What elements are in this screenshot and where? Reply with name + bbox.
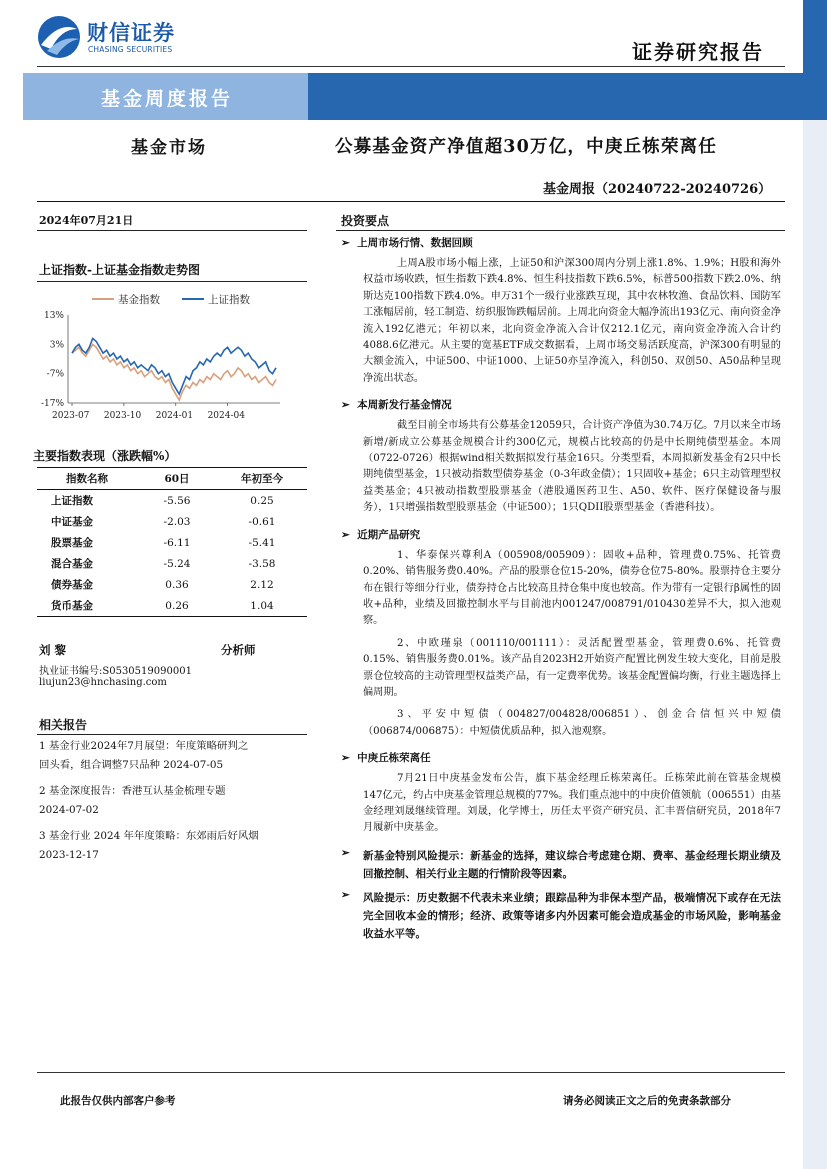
analyst-role: 分析师 <box>221 643 256 657</box>
table-row <box>37 595 307 617</box>
cell-ytd: 2.12 <box>250 578 274 591</box>
related-item-line: 2024-07-02 <box>39 804 99 817</box>
related-item-line: 2 基金深度报告：香港互认基金梳理专题 <box>39 784 226 797</box>
analyst-email: liujun23@hnchasing.com <box>39 677 167 688</box>
table-row <box>37 532 307 553</box>
col-header-60d: 60日 <box>164 473 190 485</box>
series-line-2 <box>72 339 276 395</box>
related-item-1[interactable] <box>39 737 307 776</box>
x-tick-label: 2023-10 <box>103 411 142 421</box>
cell-60d: -5.24 <box>163 557 191 570</box>
y-tick-label: -17% <box>40 399 64 409</box>
subtitle: 基金周报（20240722-20240726） <box>543 182 772 197</box>
cell-name: 中证基金 <box>51 516 93 528</box>
risk-new-fund <box>341 847 781 883</box>
related-item-line: 2023-12-17 <box>39 849 99 862</box>
risk-new-fund-text: 新基金特别风险提示：新基金的选择，建议综合考虑建仓期、费率、基金经理长期业绩及回撤控制、相关行业主题的行情阶段等因素。 <box>363 849 781 880</box>
highlights-body <box>341 235 781 943</box>
cell-60d: -2.03 <box>163 515 191 528</box>
title-rule <box>37 201 785 202</box>
footer-right: 请务必阅读正文之后的免责条款部分 <box>563 1095 731 1107</box>
cell-name: 债券基金 <box>51 579 93 591</box>
logo-en: CHASING SECURITIES <box>88 45 173 54</box>
related-title: 相关报告 <box>39 718 88 732</box>
logo-cn: 财信证券 <box>87 21 175 45</box>
heading-text: 上周市场行情、数据回顾 <box>357 237 473 249</box>
x-tick-label: 2024-04 <box>207 411 245 421</box>
related-item-line: 3 基金行业 2024 年年度策略：东郊雨后好风烟 <box>39 829 259 842</box>
banner-label: 基金周度报告 <box>101 88 234 110</box>
heading-text: 中庚丘栋荣离任 <box>357 752 431 765</box>
section-heading-products <box>341 527 781 542</box>
market-text: 上周A股市场小幅上涨，上证50和沪深300周内分别上涨1.8%、1.9%；H股和海外权益市场收跌，恒生指数下跌4.8%、恒生科技指数下跌6.5%，标普500指数下跌2.0%、纳斯达克100指数下跌4.0%。申万31个一级行业涨跌互现，其中农林牧渔、食品饮料、国防军工涨幅居前，轻工制造、纺织服饰跌幅居前。上周北向资金大幅净流出193亿元、南向资金净流入192亿港元；年初以来，北向资金净流入合计仅212.1亿元，南向资金净流入合计约4088.6亿港元。从主要的宽基ETF成交数据看，上周市场交易活跃度高，沪深300有明显的大额金流入，中证500、中证1000、上证50亦呈净流入，科创50、双创50、A50品种呈现净流出状态。 <box>363 258 781 384</box>
banner-dark <box>308 73 803 120</box>
table-row <box>37 553 307 574</box>
cell-name: 股票基金 <box>51 537 93 549</box>
x-tick-label: 2024-01 <box>155 411 194 421</box>
cell-60d: 0.26 <box>165 599 189 612</box>
table-row <box>37 511 307 532</box>
header-rule <box>37 66 785 67</box>
product-2-text: 2、中欧瑾泉（001110/001111）：灵活配置型基金，管理费0.6%、托管费0.15%、销售服务费0.01%。该产品自2023H2开始资产配置比例发生较大变化，目前是股票仓位较高的主动管理型权益类产品，有一定费率优势。该基金配置偏均衡，行业主题选择上偏周期。 <box>363 637 781 698</box>
logo <box>37 15 187 59</box>
y-tick-label: 3% <box>49 340 64 351</box>
logo-mark-icon <box>37 15 81 59</box>
col-header-ytd: 年初至今 <box>241 473 283 485</box>
table-row <box>37 490 307 512</box>
headline: 公募基金资产净值超30万亿，中庚丘栋荣离任 <box>335 137 718 157</box>
highlights-rule <box>336 230 785 231</box>
table-row <box>37 574 307 595</box>
related-item-line: 回头看，组合调整7只品种 2024-07-05 <box>39 759 224 772</box>
related-list <box>39 737 307 865</box>
related-item-3[interactable] <box>39 827 307 866</box>
section-heading-new-funds <box>341 397 781 412</box>
arrow-icon: ➢ <box>341 528 350 541</box>
heading-text: 近期产品研究 <box>357 528 421 541</box>
chart-rule <box>37 281 307 282</box>
index-table <box>37 467 307 617</box>
banner <box>23 73 803 120</box>
section-heading-manager <box>341 750 781 765</box>
y-tick-label: 13% <box>43 311 64 321</box>
chart-title: 上证指数-上证基金指数走势图 <box>39 263 200 277</box>
legend-label: 基金指数 <box>118 294 160 306</box>
related-rule <box>37 734 307 735</box>
cell-ytd: -0.61 <box>248 515 276 528</box>
analyst-license: 执业证书编号:S0530519090001 <box>39 666 192 677</box>
index-trend-chart <box>30 285 307 425</box>
y-tick-label: -7% <box>46 369 64 380</box>
cell-name: 上证指数 <box>51 495 93 507</box>
risk-general <box>341 889 781 943</box>
product-1-text: 1、华泰保兴尊利A（005908/005909）：固收+品种，管理费0.75%、托管费0.20%、销售服务费0.40%。产品的股票仓位15-20%，债券仓位75-80%。股票持仓主要分布在银行等细分行业，债券持仓占比较高且持仓集中度也较高。作为带有一定银行β属性的固收+品种，业绩及回撤控制水平与目前池内001247/008791/010430差异不大，拟入池观察。 <box>363 549 781 627</box>
edge-stripe-dark <box>803 0 827 120</box>
highlights-title: 投资要点 <box>341 214 390 228</box>
related-item-line: 1 基金行业2024年7月展望：年度策略研判之 <box>39 740 249 752</box>
section-name: 基金市场 <box>131 138 207 158</box>
report-type: 证券研究报告 <box>632 40 764 64</box>
heading-text: 本周新发行基金情况 <box>357 399 452 412</box>
cell-ytd: -3.58 <box>248 557 276 570</box>
footer-rule <box>37 1072 785 1073</box>
date-rule <box>37 230 307 231</box>
manager-text: 7月21日中庚基金发布公告，旗下基金经理丘栋荣离任。丘栋荣此前在管基金规模147亿元，约占中庚基金管理总规模的77%。我们重点池中的中庚价值领航（006551）由基金经理刘晟继续管理。刘晟，化学博士，历任太平资产研究员、汇丰晋信研究员，2018年7月履新中庚基金。 <box>363 773 781 834</box>
arrow-icon: ➢ <box>341 399 350 412</box>
arrow-icon: ➢ <box>341 237 350 249</box>
arrow-icon: ➢ <box>341 752 350 765</box>
col-header-name: 指数名称 <box>66 473 108 485</box>
cell-ytd: -5.41 <box>248 536 276 549</box>
footer-left: 此报告仅供内部客户参考 <box>60 1095 176 1107</box>
cell-60d: -5.56 <box>163 494 191 507</box>
new-funds-text: 截至目前全市场共有公募基金12059只，合计资产净值为30.74万亿。7月以来全市场新增/新成立公募基金规模合计约300亿元，规模占比较高的仍是中长期纯债型基金。本周（0722-0726）根据wind相关数据拟发行基金16只。分类型看，本周拟新发基金有2只中长期纯债型基金，1只被动指数型债券基金（0-3年政金债）；1只固收+基金；6只主动管理型权益类基金；4只被动指数型股票基金（港股通医药卫生、A50、软件、医疗保健设备与服务），1只增强指数型股票基金（中证500）；1只QDII股票型基金（香港科技）。 <box>363 420 781 514</box>
analyst-name: 刘 黎 <box>39 643 67 657</box>
cell-name: 货币基金 <box>51 600 93 612</box>
arrow-icon: ➢ <box>341 888 350 901</box>
cell-60d: -6.11 <box>163 536 191 549</box>
related-item-2[interactable] <box>39 782 307 821</box>
product-3-text: 3、平安中短债（004827/004828/006851）、创金合信恒兴中短债（006874/006875）：中短债优质品种，拟入池观察。 <box>363 709 781 737</box>
cell-name: 混合基金 <box>51 558 93 570</box>
legend-label: 上证指数 <box>208 294 250 306</box>
section-heading-market <box>341 235 781 250</box>
risk-general-text: 风险提示：历史数据不代表未来业绩；跟踪品种为非保本型产品，极端情况下或存在无法完全回收本金的情形；经济、政策等诸多内外因素可能会造成基金的市场风险，影响基金收益水平等。 <box>363 891 781 940</box>
cell-ytd: 0.25 <box>250 494 274 507</box>
index-table-title: 主要指数表现（涨跌幅%） <box>33 449 177 463</box>
arrow-icon: ➢ <box>341 846 350 859</box>
edge-stripe <box>803 0 827 1169</box>
x-tick-label: 2023-07 <box>52 411 90 421</box>
cell-60d: 0.36 <box>165 578 189 591</box>
cell-ytd: 1.04 <box>250 599 274 612</box>
report-date: 2024年07月21日 <box>39 214 134 227</box>
table-header-row <box>37 468 307 490</box>
